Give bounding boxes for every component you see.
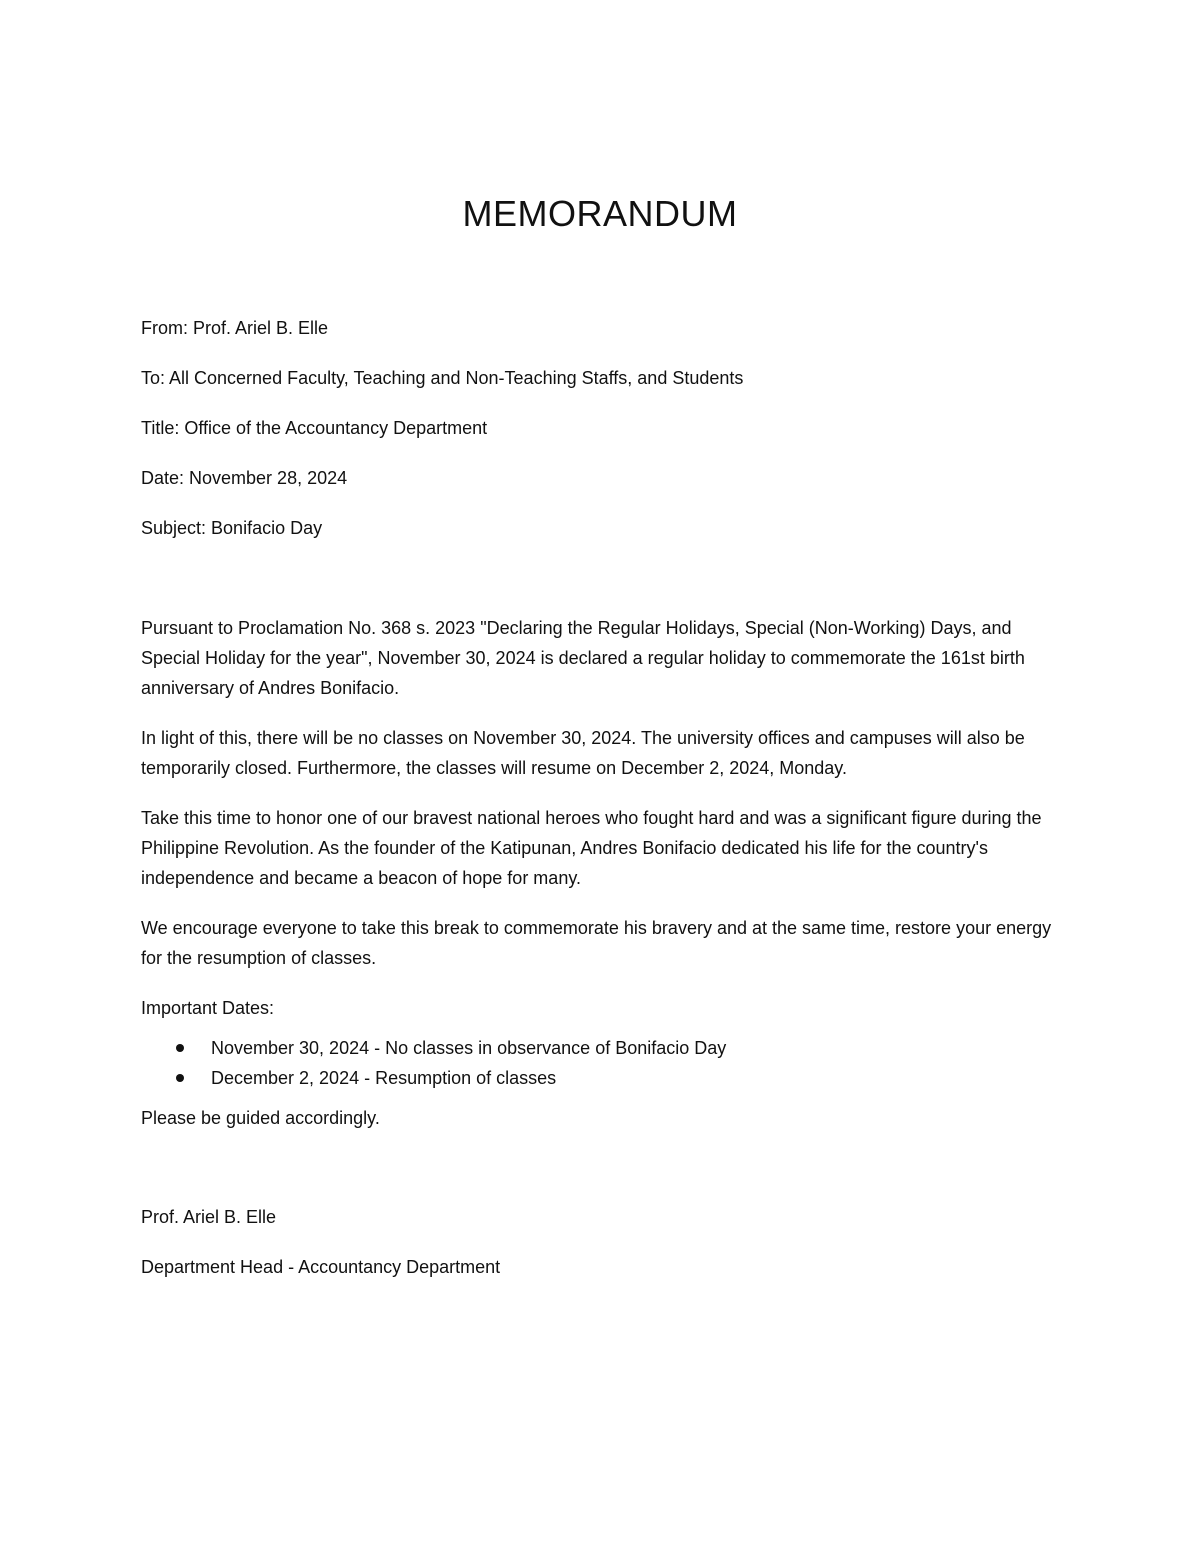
- from-line: From: Prof. Ariel B. Elle: [141, 318, 329, 338]
- important-date-item: [141, 1033, 1066, 1063]
- to-line: To: All Concerned Faculty, Teaching and Non-Teaching Staffs, and Students: [141, 368, 744, 388]
- memo-title: MEMORANDUM: [462, 193, 738, 234]
- closing-line: Please be guided accordingly.: [141, 1108, 380, 1128]
- important-date-text: November 30, 2024 - No classes in observance of Bonifacio Day: [211, 1038, 727, 1058]
- title-line: Title: Office of the Accountancy Department: [141, 418, 488, 438]
- important-dates-label: Important Dates:: [141, 998, 275, 1018]
- important-dates-list: [141, 1033, 1066, 1093]
- body-paragraph-3: Take this time to honor one of our bravest national heroes who fought hard and was a significant figure during the Philippine Revolution. As the founder of the Katipunan, Andres Bonifacio dedicated his life for the country's independence and became a beacon of hope for many.: [141, 808, 1042, 888]
- date-line: Date: November 28, 2024: [141, 468, 348, 488]
- signature-name: Prof. Ariel B. Elle: [141, 1207, 277, 1227]
- body-paragraph-2: In light of this, there will be no classes on November 30, 2024. The university offices and campuses will also be temporarily closed. Furthermore, the classes will resume on December 2, 2024, Monday.: [141, 728, 1025, 778]
- important-date-text: December 2, 2024 - Resumption of classes: [211, 1068, 557, 1088]
- header-spacer: [141, 563, 1066, 613]
- subject-line: Subject: Bonifacio Day: [141, 518, 323, 538]
- body-paragraph-1: Pursuant to Proclamation No. 368 s. 2023 "Declaring the Regular Holidays, Special (Non-Working) Days, and Special Holiday for the year", November 30, 2024 is declared a regular holiday to commemorate the 161st birth anniversary of Andres Bonifacio.: [141, 618, 1025, 698]
- bullet-dot-icon: [176, 1074, 184, 1082]
- important-date-item: [141, 1063, 1066, 1093]
- body-paragraph-4: We encourage everyone to take this break to commemorate his bravery and at the same time, restore your energy for the resumption of classes.: [141, 918, 1052, 968]
- signature-position: Department Head - Accountancy Department: [141, 1257, 501, 1277]
- bullet-dot-icon: [176, 1044, 184, 1052]
- memo-content: [141, 313, 1066, 1282]
